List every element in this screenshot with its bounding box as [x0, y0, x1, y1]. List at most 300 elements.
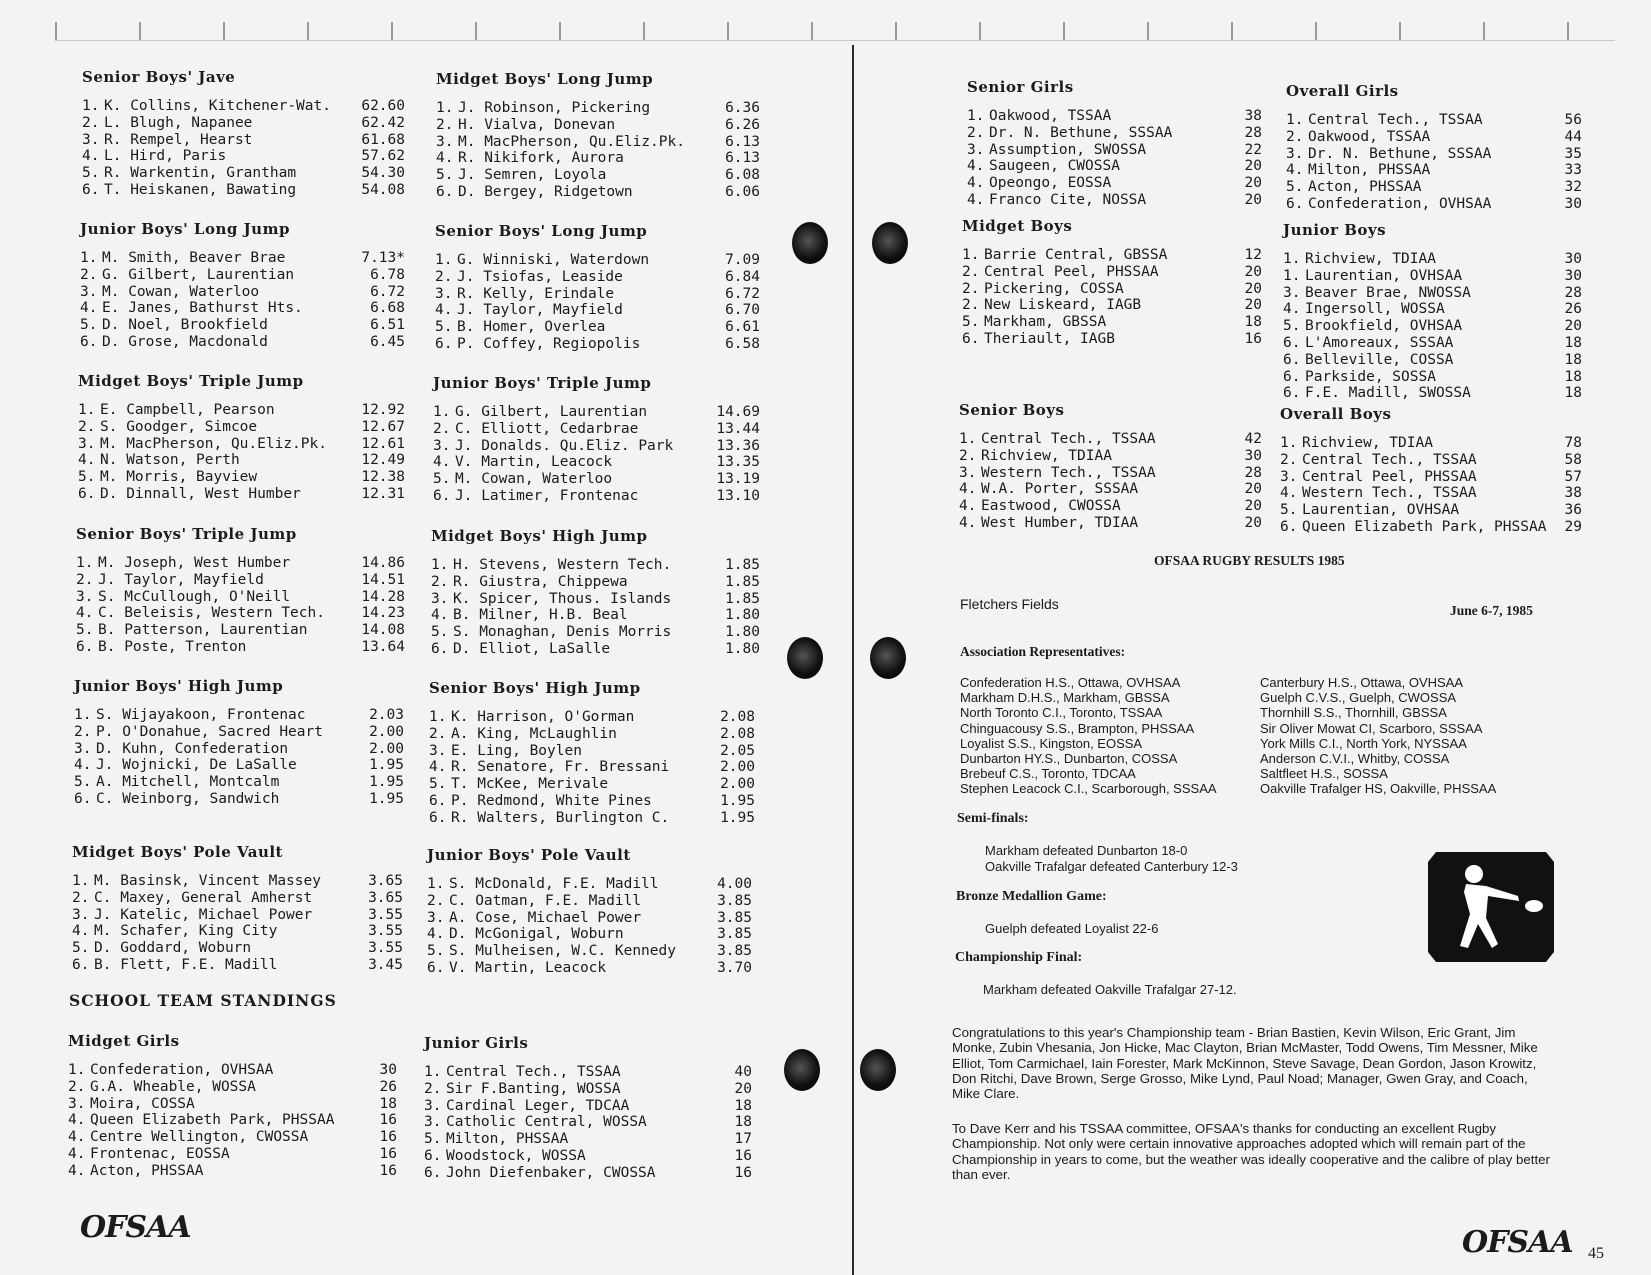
competitor: Dr. N. Bethune, SSSAA [1308, 145, 1492, 162]
result-value: 3.70 [717, 959, 752, 976]
result-row [78, 452, 405, 469]
binder-tick [139, 22, 141, 40]
competitor: Queen Elizabeth Park, PHSSAA [90, 1112, 335, 1129]
competitor: K. Spicer, Thous. Islands [453, 590, 672, 607]
rep-entry: Loyalist S.S., Kingston, EOSSA [960, 735, 1143, 751]
result-row [72, 957, 403, 974]
result-row [431, 641, 760, 658]
rep-entry: Chinguacousy S.S., Brampton, PHSSAA [960, 720, 1195, 736]
rank: 3. [76, 588, 94, 605]
competitor: Western Tech., TSSAA [1302, 485, 1477, 502]
rep-entry: York Mills C.I., North York, NYSSAA [1260, 735, 1467, 751]
result-value: 18 [379, 1095, 397, 1112]
rank: 1. [435, 252, 453, 268]
result-value: 22 [1244, 141, 1262, 158]
competitor: Laurentian, OVHSAA [1305, 267, 1463, 284]
competitor: S. McCullough, O'Neill [98, 588, 291, 605]
rank: 2. [82, 114, 100, 131]
rank: 2. [80, 266, 98, 283]
binder-tick [979, 22, 981, 40]
result-value: 6.26 [725, 116, 760, 133]
competitor: C. Oatman, F.E. Madill [449, 892, 642, 909]
rank: 2. [435, 268, 453, 285]
result-value: 38 [1564, 485, 1582, 502]
competitor: E. Janes, Bathurst Hts. [102, 300, 303, 317]
section-title: Senior Boys' High Jump [429, 679, 641, 697]
competitor: B. Flett, F.E. Madill [94, 956, 278, 973]
competitor: J. Robinson, Pickering [458, 100, 651, 116]
results-jb-pv [427, 846, 752, 977]
final-heading: Championship Final: [955, 950, 1083, 965]
rank: 6. [1283, 385, 1301, 402]
result-value: 13.44 [716, 420, 760, 437]
rank: 2. [76, 571, 94, 588]
result-row [433, 404, 760, 421]
rugby-title: OFSAA RUGBY RESULTS 1985 [1154, 553, 1345, 568]
punch-hole [792, 222, 828, 264]
result-value: 7.13* [361, 250, 405, 266]
result-row [1283, 369, 1582, 386]
competitor: T. McKee, Merivale [451, 776, 609, 793]
rank: 3. [82, 131, 100, 148]
rank: 3. [68, 1095, 86, 1112]
competitor: Central Tech., TSSAA [1302, 451, 1477, 468]
result-value: 16 [734, 1164, 752, 1181]
result-value: 2.00 [720, 776, 755, 793]
competitor: Barrie Central, GBSSA [984, 247, 1168, 263]
rank: 6. [435, 335, 453, 352]
rank: 4. [68, 1129, 86, 1146]
competitor: Richview, TDIAA [1302, 435, 1433, 451]
result-value: 36 [1564, 502, 1582, 519]
bronze-result: Guelph defeated Loyalist 22-6 [985, 921, 1159, 936]
result-row [1286, 146, 1582, 163]
rep-entry: Sir Oliver Mowat CI, Scarboro, SSSAA [1260, 720, 1483, 736]
result-row [68, 1096, 397, 1113]
rank: 3. [72, 906, 90, 923]
result-row [431, 607, 760, 624]
result-value: 13.10 [716, 487, 760, 504]
result-value: 13.36 [716, 437, 760, 454]
rank: 2. [962, 280, 980, 297]
results-sb-hj [429, 679, 755, 827]
result-value: 1.85 [725, 573, 760, 590]
rank: 5. [433, 471, 451, 488]
competitor: R. Nikifork, Aurora [458, 150, 624, 167]
results-mb-pv [72, 843, 403, 974]
competitor: Sir F.Banting, WOSSA [446, 1080, 621, 1097]
result-row [82, 148, 405, 165]
result-row [429, 709, 755, 726]
result-row [429, 726, 755, 743]
result-row [962, 331, 1262, 348]
result-value: 20 [1244, 158, 1262, 175]
rank: 5. [76, 622, 94, 639]
result-row [72, 873, 403, 890]
rank: 1. [1286, 112, 1304, 128]
competitor: West Humber, TDIAA [981, 514, 1139, 531]
result-value: 29 [1564, 518, 1582, 535]
rep-entry: Stephen Leacock C.I., Scarborough, SSSAA [960, 781, 1217, 797]
rank: 3. [80, 283, 98, 300]
binder-tick [1231, 22, 1233, 40]
result-row [74, 707, 404, 724]
rank: 6. [424, 1147, 442, 1164]
result-value: 20 [1564, 318, 1582, 335]
section-title: Junior Boys' Triple Jump [433, 374, 652, 392]
school-team-standings-heading: SCHOOL TEAM STANDINGS [69, 991, 337, 1010]
competitor: Confederation, OVHSAA [1308, 195, 1492, 212]
competitor: L. Blugh, Napanee [104, 114, 253, 131]
result-row [436, 100, 760, 117]
rank: 6. [72, 956, 90, 973]
result-value: 14.69 [716, 404, 760, 420]
competitor: M. Cowan, Waterloo [455, 471, 613, 488]
section-title: Junior Boys' High Jump [74, 677, 284, 695]
result-value: 38 [1244, 108, 1262, 124]
competitor: Brookfield, OVHSAA [1305, 318, 1463, 335]
rank: 5. [1283, 318, 1301, 335]
result-value: 20 [1244, 280, 1262, 297]
result-row [1283, 318, 1582, 335]
association-representatives [960, 675, 1560, 797]
rank: 4. [959, 481, 977, 498]
page-divider [852, 45, 854, 1275]
competitor: M. Schafer, King City [94, 923, 278, 940]
rank: 6. [1280, 518, 1298, 535]
section-title: Senior Boys' Jave [82, 68, 236, 86]
result-row [427, 960, 752, 977]
result-value: 18 [1564, 368, 1582, 385]
result-row [78, 419, 405, 436]
competitor: M. Joseph, West Humber [98, 555, 291, 571]
rank: 6. [82, 181, 100, 198]
competitor: C. Elliott, Cedarbrae [455, 420, 639, 437]
result-value: 26 [1564, 301, 1582, 318]
result-row [962, 281, 1262, 298]
result-row [429, 776, 755, 793]
rank: 3. [431, 590, 449, 607]
binder-tick [727, 22, 729, 40]
competitor: A. Mitchell, Montcalm [96, 774, 280, 791]
competitor: R. Kelly, Erindale [457, 285, 615, 302]
competitor: A. King, McLaughlin [451, 725, 617, 742]
rank: 2. [433, 420, 451, 437]
reps-left [960, 675, 1260, 797]
result-value: 2.05 [720, 742, 755, 759]
rank: 4. [74, 757, 92, 774]
result-value: 1.85 [725, 590, 760, 607]
result-row [68, 1112, 397, 1129]
binder-tick [1147, 22, 1149, 40]
rank: 3. [435, 285, 453, 302]
result-value: 78 [1564, 435, 1582, 451]
result-row [72, 907, 403, 924]
result-value: 2.08 [720, 725, 755, 742]
rep-entry: Brebeuf C.S., Toronto, TDCAA [960, 766, 1136, 782]
rank: 5. [962, 314, 980, 331]
result-row [424, 1114, 752, 1131]
punch-hole [860, 1049, 896, 1091]
competitor: G. Gilbert, Laurentian [455, 404, 648, 420]
result-value: 6.72 [370, 283, 405, 300]
rank: 6. [80, 333, 98, 350]
rank: 2. [436, 116, 454, 133]
result-value: 3.55 [368, 940, 403, 957]
binder-edge [55, 22, 1615, 44]
result-value: 12.49 [361, 452, 405, 469]
competitor: Centre Wellington, CWOSSA [90, 1129, 309, 1146]
binder-tick [475, 22, 477, 40]
competitor: J. Katelic, Michael Power [94, 906, 313, 923]
rank: 2. [68, 1078, 86, 1095]
punch-hole [870, 637, 906, 679]
rep-entry: Oakville Trafalger HS, Oakville, PHSSAA [1260, 781, 1497, 797]
result-value: 33 [1564, 162, 1582, 179]
competitor: Theriault, IAGB [984, 330, 1115, 347]
result-value: 57.62 [361, 148, 405, 165]
result-value: 40 [734, 1064, 752, 1080]
result-row [427, 943, 752, 960]
competitor: Woodstock, WOSSA [446, 1147, 586, 1164]
result-value: 42 [1244, 431, 1262, 447]
result-row [431, 591, 760, 608]
rank: 2. [962, 263, 980, 280]
competitor: Belleville, COSSA [1305, 351, 1454, 368]
result-value: 16 [734, 1147, 752, 1164]
results-mb-hj [431, 527, 760, 658]
rank: 4. [967, 175, 985, 192]
results-jb-lj [80, 220, 405, 351]
competitor: Catholic Central, WOSSA [446, 1114, 647, 1131]
result-value: 20 [1244, 263, 1262, 280]
result-row [435, 336, 760, 353]
rank: 4. [80, 300, 98, 317]
section-title: Overall Boys [1280, 405, 1392, 423]
result-row [78, 469, 405, 486]
rank: 1. [72, 873, 90, 889]
punch-hole [787, 637, 823, 679]
rank: 3. [424, 1114, 442, 1131]
competitor: Acton, PHSSAA [90, 1162, 204, 1179]
result-value: 6.45 [370, 333, 405, 350]
result-row [959, 431, 1262, 448]
rugby-venue: Fletchers Fields [960, 596, 1059, 612]
rank: 1. [80, 250, 98, 266]
result-row [82, 165, 405, 182]
rank: 3. [959, 464, 977, 481]
competitor: New Liskeard, IAGB [984, 297, 1142, 314]
competitor: Confederation, OVHSAA [90, 1062, 274, 1078]
assoc-heading: Association Representatives: [960, 644, 1126, 659]
competitor: Saugeen, CWOSSA [989, 158, 1120, 175]
result-row [1286, 129, 1582, 146]
result-value: 6.61 [725, 319, 760, 336]
rank: 3. [74, 740, 92, 757]
result-row [431, 624, 760, 641]
result-row [80, 284, 405, 301]
result-value: 18 [1564, 385, 1582, 402]
result-value: 14.08 [361, 622, 405, 639]
results-mbo-team [962, 217, 1262, 348]
result-value: 14.51 [361, 571, 405, 588]
result-row [959, 515, 1262, 532]
rank: 5. [427, 943, 445, 960]
rank: 6. [424, 1164, 442, 1181]
rank: 6. [433, 487, 451, 504]
result-row [424, 1148, 752, 1165]
result-value: 6.72 [725, 285, 760, 302]
result-value: 2.08 [720, 709, 755, 725]
rank: 1. [424, 1064, 442, 1080]
rank: 2. [424, 1080, 442, 1097]
result-row [74, 774, 404, 791]
result-value: 4.00 [717, 876, 752, 892]
rank: 1. [429, 709, 447, 725]
semis-heading: Semi-finals: [957, 811, 1029, 826]
page-number: 45 [1588, 1245, 1604, 1262]
result-value: 16 [379, 1112, 397, 1129]
competitor: J. Tsiofas, Leaside [457, 268, 623, 285]
rank: 6. [1286, 195, 1304, 212]
rank: 5. [436, 167, 454, 184]
rank: 1. [78, 402, 96, 418]
result-row [82, 115, 405, 132]
punch-hole [784, 1049, 820, 1091]
rank: 4. [78, 452, 96, 469]
results-sg-team [967, 78, 1262, 209]
rank: 2. [78, 418, 96, 435]
binder-tick [1315, 22, 1317, 40]
competitor: D. Dinnall, West Humber [100, 485, 301, 502]
result-value: 6.58 [725, 335, 760, 352]
rank: 1. [1283, 267, 1301, 284]
result-row [1280, 485, 1582, 502]
result-row [1280, 469, 1582, 486]
result-value: 57 [1564, 468, 1582, 485]
binder-tick [1063, 22, 1065, 40]
competitor: Pickering, COSSA [984, 280, 1124, 297]
result-row [1283, 385, 1582, 402]
result-row [427, 926, 752, 943]
result-value: 20 [734, 1080, 752, 1097]
result-value: 1.95 [720, 809, 755, 826]
result-row [76, 589, 405, 606]
result-row [82, 98, 405, 115]
competitor: H. Stevens, Western Tech. [453, 557, 672, 573]
rank: 5. [1280, 502, 1298, 519]
rank: 1. [431, 557, 449, 573]
rank: 2. [959, 447, 977, 464]
result-row [433, 454, 760, 471]
competitor: R. Senatore, Fr. Bressani [451, 759, 670, 776]
competitor: R. Rempel, Hearst [104, 131, 253, 148]
rank: 1. [959, 431, 977, 447]
result-row [424, 1081, 752, 1098]
competitor: S. Goodger, Simcoe [100, 418, 258, 435]
section-title: Senior Boys' Long Jump [435, 222, 648, 240]
result-value: 3.85 [717, 909, 752, 926]
rank: 5. [74, 774, 92, 791]
result-row [74, 724, 404, 741]
competitor: Milton, PHSSAA [446, 1131, 569, 1148]
rank: 5. [78, 469, 96, 486]
competitor: Laurentian, OVHSAA [1302, 502, 1460, 519]
rank: 1. [962, 247, 980, 263]
result-row [74, 757, 404, 774]
result-row [967, 125, 1262, 142]
rank: 6. [427, 959, 445, 976]
competitor: Beaver Brae, NWOSSA [1305, 284, 1471, 301]
rep-entry: Guelph C.V.S., Guelph, CWOSSA [1260, 690, 1457, 706]
rank: 5. [1286, 179, 1304, 196]
result-value: 13.64 [361, 638, 405, 655]
competitor: Moira, COSSA [90, 1095, 195, 1112]
rank: 4. [431, 607, 449, 624]
result-row [435, 319, 760, 336]
result-value: 14.23 [361, 605, 405, 622]
rank: 6. [76, 638, 94, 655]
results-sb-lj [435, 222, 760, 353]
result-value: 6.13 [725, 133, 760, 150]
competitor: Central Peel, PHSSAA [1302, 468, 1477, 485]
result-value: 13.35 [716, 454, 760, 471]
result-row [967, 142, 1262, 159]
competitor: B. Milner, H.B. Beal [453, 607, 628, 624]
result-row [68, 1079, 397, 1096]
competitor: Eastwood, CWOSSA [981, 498, 1121, 515]
result-value: 6.13 [725, 150, 760, 167]
result-value: 16 [379, 1162, 397, 1179]
competitor: D. Noel, Brookfield [102, 317, 268, 334]
rank: 4. [435, 302, 453, 319]
competitor: T. Heiskanen, Bawating [104, 181, 297, 198]
result-row [967, 158, 1262, 175]
result-row [80, 250, 405, 267]
competitor: W.A. Porter, SSSAA [981, 481, 1139, 498]
section-title: Midget Boys' High Jump [431, 527, 648, 545]
result-value: 2.00 [369, 740, 404, 757]
competitor: Markham, GBSSA [984, 314, 1107, 331]
result-row [424, 1098, 752, 1115]
result-row [1283, 335, 1582, 352]
rank: 1. [427, 876, 445, 892]
rank: 6. [1283, 351, 1301, 368]
competitor: Frontenac, EOSSA [90, 1145, 230, 1162]
rank: 5. [82, 165, 100, 182]
competitor: G. Winniski, Waterdown [457, 252, 650, 268]
competitor: G.A. Wheable, WOSSA [90, 1078, 256, 1095]
results-mb-lj [436, 70, 760, 201]
result-row [76, 555, 405, 572]
result-value: 30 [1564, 251, 1582, 267]
competitor: R. Walters, Burlington C. [451, 809, 670, 826]
rank: 4. [967, 158, 985, 175]
result-value: 54.08 [361, 181, 405, 198]
result-row [429, 793, 755, 810]
rank: 6. [78, 485, 96, 502]
competitor: D. Goddard, Woburn [94, 940, 252, 957]
result-value: 30 [1564, 195, 1582, 212]
result-row [1283, 285, 1582, 302]
section-title: Midget Boys' Long Jump [436, 70, 654, 88]
binder-tick [391, 22, 393, 40]
competitor: S. McDonald, F.E. Madill [449, 876, 659, 892]
binder-tick [1567, 22, 1569, 40]
result-row [435, 286, 760, 303]
result-row [1283, 301, 1582, 318]
competitor: J. Taylor, Mayfield [98, 571, 264, 588]
